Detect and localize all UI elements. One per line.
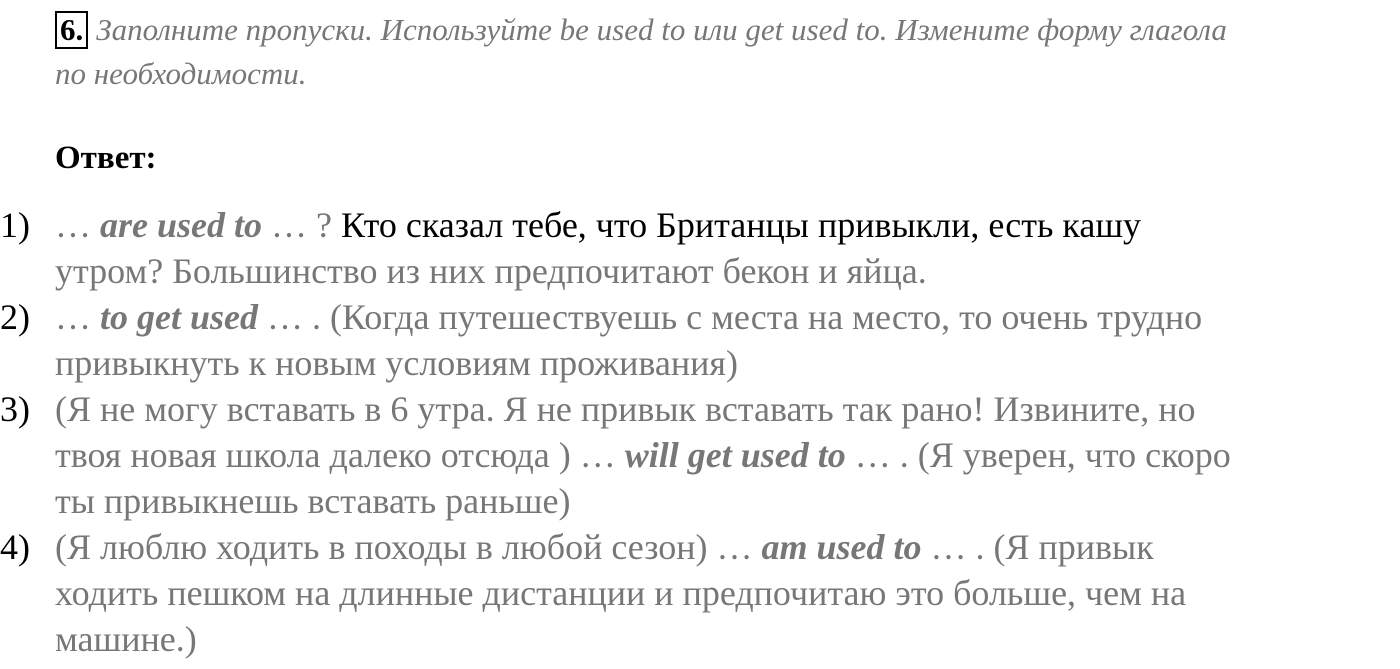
answer-fill: am used to <box>761 527 922 567</box>
answer-line-2: привыкнуть к новым условиям проживания) <box>55 343 738 383</box>
answer-translation: Кто сказал тебе, что Британцы привыкли, есть кашу <box>340 205 1142 245</box>
answer-text-pre: … <box>55 205 100 245</box>
answer-number: 3) <box>0 389 30 429</box>
answer-item-3 <box>0 386 1400 524</box>
answer-text-post: … . (Когда путешествуешь с места на место, то очень трудно <box>258 297 1203 337</box>
answer-heading: Ответ: <box>55 140 157 176</box>
answer-item-1 <box>0 202 1400 294</box>
answer-number: 2) <box>0 297 30 337</box>
answer-text-pre: (Я люблю ходить в походы в любой сезон) … <box>55 527 762 567</box>
task-number-box: 6. <box>55 11 88 49</box>
instruction-line-2: по необходимости. <box>55 56 307 91</box>
answer-line-1: (Я не могу вставать в 6 утра. Я не привык вставать так рано! Извините, но <box>55 389 1196 429</box>
answer-text-post: … . (Я уверен, что скоро <box>845 435 1231 475</box>
answer-fill: will get used to <box>624 435 846 475</box>
answer-text-pre: твоя новая школа далеко отсюда ) … <box>55 435 625 475</box>
answer-list <box>0 202 1400 662</box>
answer-item-4 <box>0 524 1400 662</box>
answer-number: 1) <box>0 205 30 245</box>
task-instruction <box>55 8 1395 96</box>
answer-text-pre: … <box>55 297 100 337</box>
answer-text-post: … ? <box>262 205 341 245</box>
answer-line-2: утром? Большинство из них предпочитают бекон и яйца. <box>55 251 927 291</box>
answer-fill: are used to <box>100 205 262 245</box>
instruction-line-1: Заполните пропуски. Используйте be used to или get used to. Измените форму глагола <box>96 12 1227 47</box>
answer-fill: to get used <box>100 297 258 337</box>
answer-line-3: машине.) <box>55 619 197 659</box>
answer-number: 4) <box>0 527 30 567</box>
answer-line-3: ты привыкнешь вставать раньше) <box>55 481 571 521</box>
answer-item-2 <box>0 294 1400 386</box>
answer-line-2: ходить пешком на длинные дистанции и предпочитаю это больше, чем на <box>55 573 1187 613</box>
answer-text-post: … . (Я привык <box>921 527 1154 567</box>
